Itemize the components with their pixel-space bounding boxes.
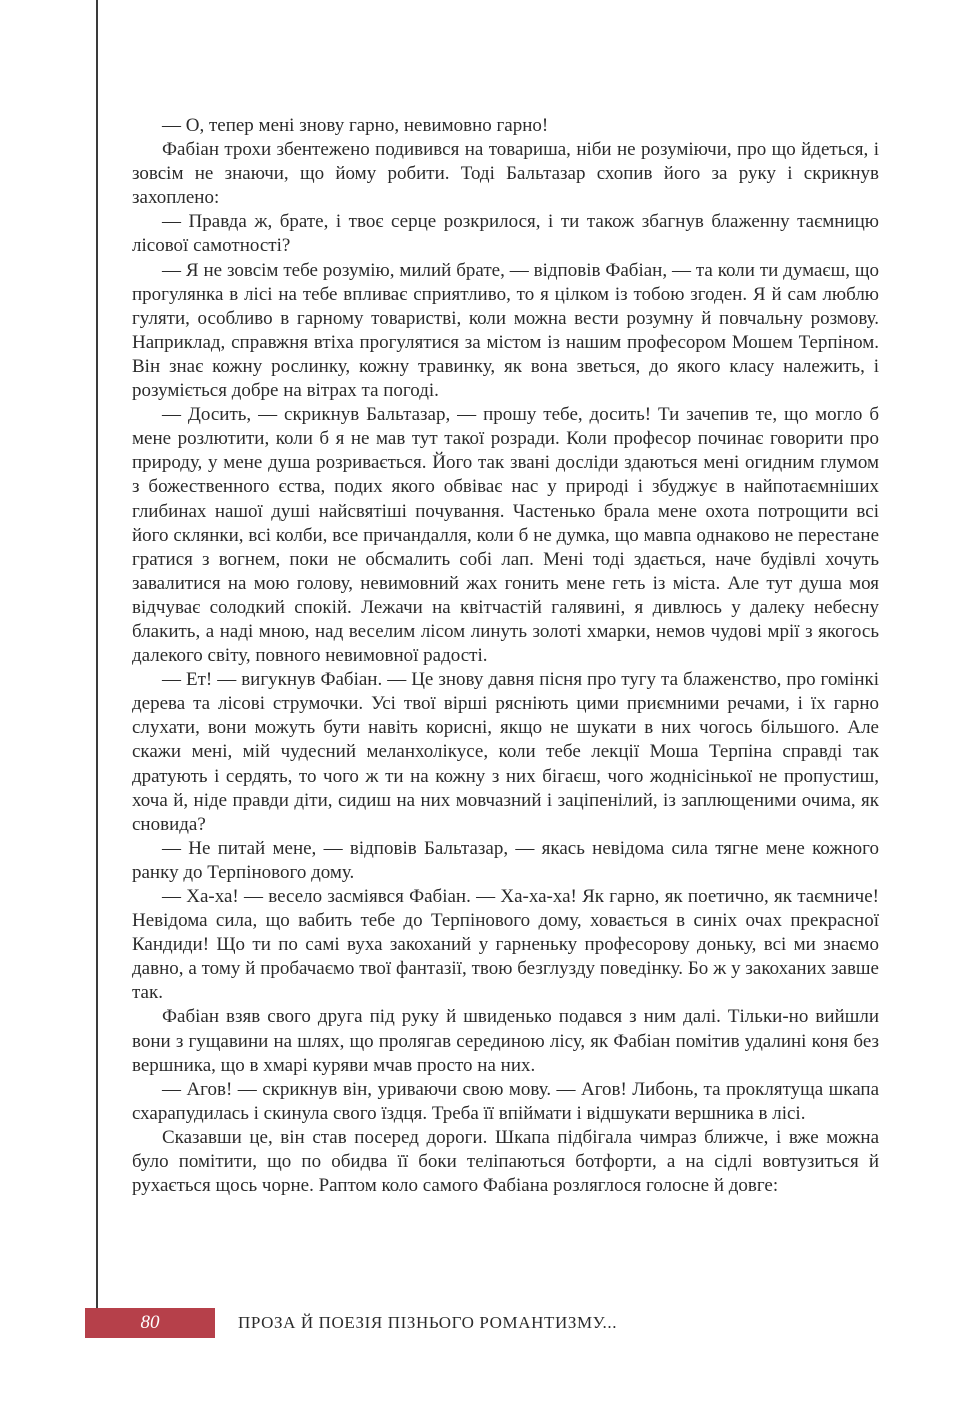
margin-rule	[96, 0, 98, 1338]
paragraph: — Правда ж, брате, і твоє серце розкрилося, і ти також збагнув блаженну таємницю лісової самотності?	[132, 211, 879, 257]
running-title: ПРОЗА Й ПОЕЗІЯ ПІЗНЬОГО РОМАНТИЗМУ...	[238, 1313, 618, 1332]
body-text	[132, 114, 879, 1198]
paragraph: — О, тепер мені знову гарно, невимовно гарно!	[162, 115, 549, 136]
paragraph: — Ха-ха! — весело засміявся Фабіан. — Ха-ха-ха! Як гарно, як поетично, як таємниче! Невідома сила, що вабить тебе до Терпінового дому, ховається в синіх очах прекрасної Кандиди! Що ти по самі вуха закоханий у гарненьку професорову доньку, всі ми знаємо давно, а тому й пробачаємо твої фантазії, твою безглузду поведінку. Бо ж у закоханих завше так.	[132, 886, 879, 1004]
page-footer	[85, 1308, 885, 1338]
paragraph: Фабіан взяв свого друга під руку й швиденько подався з ним далі. Тільки-но вийшли вони з гущавини на шлях, що пролягав серединою лісу, як Фабіан помітив удалині коня без вершника, що в хмарі куряви мчав просто на них.	[132, 1006, 879, 1076]
paragraph: — Ет! — вигукнув Фабіан. — Це знову давня пісня про тугу та блаженство, про гомінкі дерева та лісові струмочки. Усі твої вірші рясніють цими приємними речами, і їх гарно слухати, вони можуть бути навіть корисні, якщо не шукати в них чогось більшого. Але скажи мені, мій чудесний меланхолікусе, коли тебе лекції Моша Терпіна справді так дратують і сердять, то чого ж ти на кожну з них бігаєш, чого жоднісінької не пропустиш, хоча й, ніде правди діти, сидиш на них мовчазний і заціпенілий, із заплющеними очима, як сновида?	[132, 669, 879, 835]
page-number: 80	[85, 1308, 215, 1338]
paragraph: — Не питай мене, — відповів Бальтазар, — якась невідома сила тягне мене кожного ранку до Терпінового дому.	[132, 837, 879, 883]
paragraph: — Досить, — скрикнув Бальтазар, — прошу тебе, досить! Ти зачепив те, що могло б мене розлютити, коли б я не мав тут такої розради. Коли професор починає говорити про природу, у мене душа розривається. Його так звані досліди здаються мені огидним глумом з божественного єства, подих якого обвіває нас у природі і збуджує в найпотаємніших глибинах нашої душі найсвятіші почування. Частенько брала мене охота потрощити всі його склянки, всі колби, все причандалля, коли б не думка, що мавпа однаково не перестане гратися з вогнем, поки не обсмалить собі лап. Мені тоді здається, наче будівлі хочуть завалитися на мою голову, невимовний жах гонить мене геть із міста. Але тут душа моя відчуває солодкий спокій. Лежачи на квітчастій галявині, я дивлюсь у далеку небесну блакить, а наді мною, над веселим лісом линуть золоті хмарки, немов чудові мрії з якогось далекого світу, повного невимовної радості.	[132, 404, 879, 667]
paragraph: Фабіан трохи збентежено подивився на товариша, ніби не розуміючи, про що йдеться, і зовсім не знаючи, що йому робити. Тоді Бальтазар схопив його за руку і скрикнув захоплено:	[132, 139, 879, 209]
paragraph: — Агов! — скрикнув він, уриваючи свою мову. — Агов! Либонь, та проклятуща шкапа схарапудилась і скинула свого їздця. Треба її впіймати і відшукати вершника в лісі.	[132, 1078, 879, 1124]
paragraph: — Я не зовсім тебе розумію, милий брате, — відповів Фабіан, — та коли ти думаєш, що прогулянка в лісі на тебе впливає сприятливо, то я цілком із тобою згоден. Я й сам люблю гуляти, особливо в гарному товаристві, коли можна вести розумну й повчальну розмову. Наприклад, справжня втіха прогулятися за містом із нашим професором Мошем Терпіном. Він знає кожну рослинку, кожну травинку, як вона зветься, до якого класу належить, і розуміється добре на вітрах та погоді.	[132, 259, 879, 402]
paragraph: Сказавши це, він став посеред дороги. Шкапа підбігала чимраз ближче, і вже можна було помітити, що по обидва її боки теліпаються ботфорти, а на сідлі вовтузиться й рухається щось чорне. Раптом коло самого Фабіана розляглося голосне й довге:	[132, 1126, 879, 1197]
